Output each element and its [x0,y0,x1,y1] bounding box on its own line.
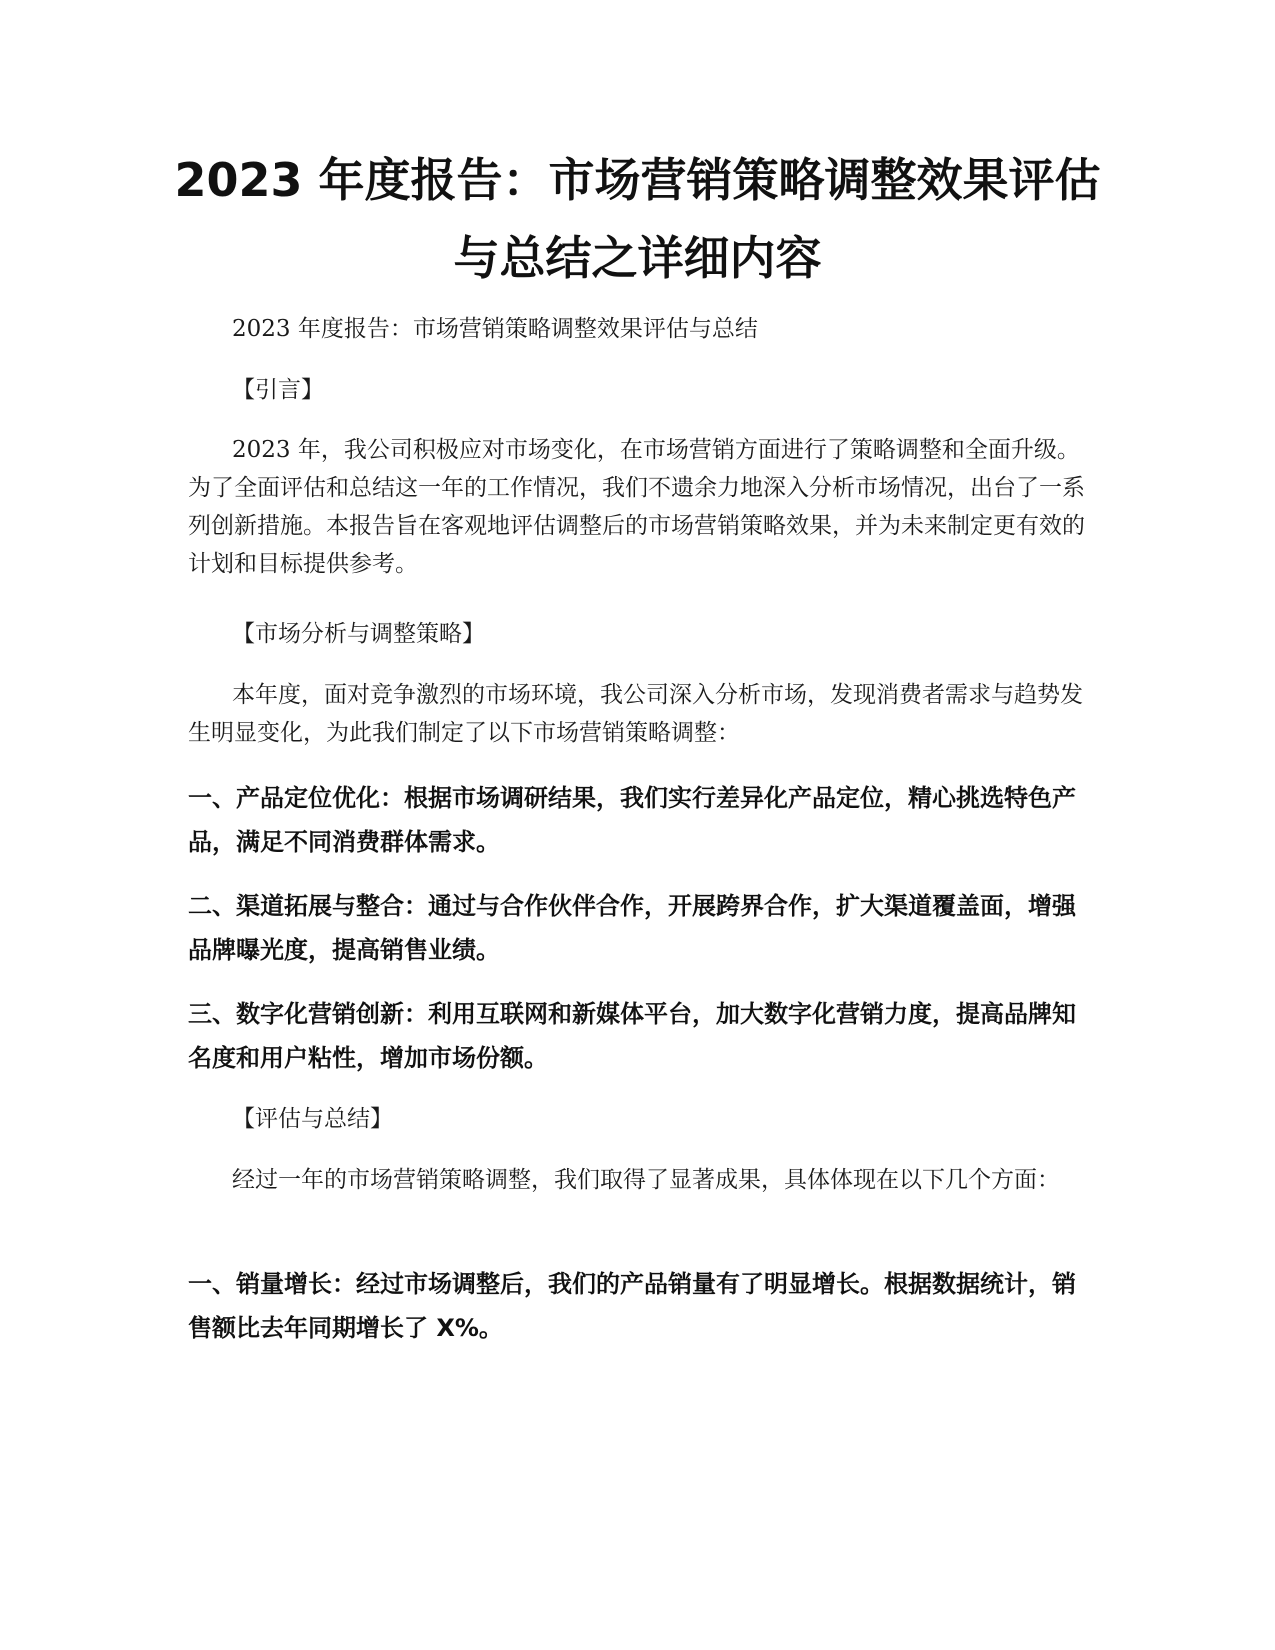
section-intro-paragraph: 2023 年，我公司积极应对市场变化，在市场营销方面进行了策略调整和全面升级。为了全面评估和总结这一年的工作情况，我们不遗余力地深入分析市场情况，出台了一系列创新措施。本报告旨在客观地评估调整后的市场营销策略效果，并为未来制定更有效的计划和目标提供参考。 [188,437,1085,577]
analysis-item-1: 一、产品定位优化：根据市场调研结果，我们实行差异化产品定位，精心挑选特色产品，满足不同消费群体需求。 [188,784,1076,856]
document-subtitle: 2023 年度报告：市场营销策略调整效果评估与总结 [232,316,758,342]
section-evaluation-heading: 【评估与总结】 [232,1106,393,1132]
analysis-item-3: 三、数字化营销创新：利用互联网和新媒体平台，加大数字化营销力度，提高品牌知名度和用户粘性，增加市场份额。 [188,1000,1076,1072]
document-title-line2: 与总结之详细内容 [453,231,822,285]
analysis-item-2: 二、渠道拓展与整合：通过与合作伙伴合作，开展跨界合作，扩大渠道覆盖面，增强品牌曝光度，提高销售业绩。 [188,892,1076,964]
section-evaluation-paragraph: 经过一年的市场营销策略调整，我们取得了显著成果，具体体现在以下几个方面： [232,1167,1060,1193]
evaluation-item-1: 一、销量增长：经过市场调整后，我们的产品销量有了明显增长。根据数据统计，销售额比去年同期增长了 X%。 [188,1270,1076,1342]
document-title-line1: 2023 年度报告：市场营销策略调整效果评估 [174,153,1101,207]
section-analysis-heading: 【市场分析与调整策略】 [232,621,485,647]
section-analysis-paragraph: 本年度，面对竞争激烈的市场环境，我公司深入分析市场，发现消费者需求与趋势发生明显变化，为此我们制定了以下市场营销策略调整： [188,682,1083,746]
section-intro-heading: 【引言】 [232,377,324,403]
